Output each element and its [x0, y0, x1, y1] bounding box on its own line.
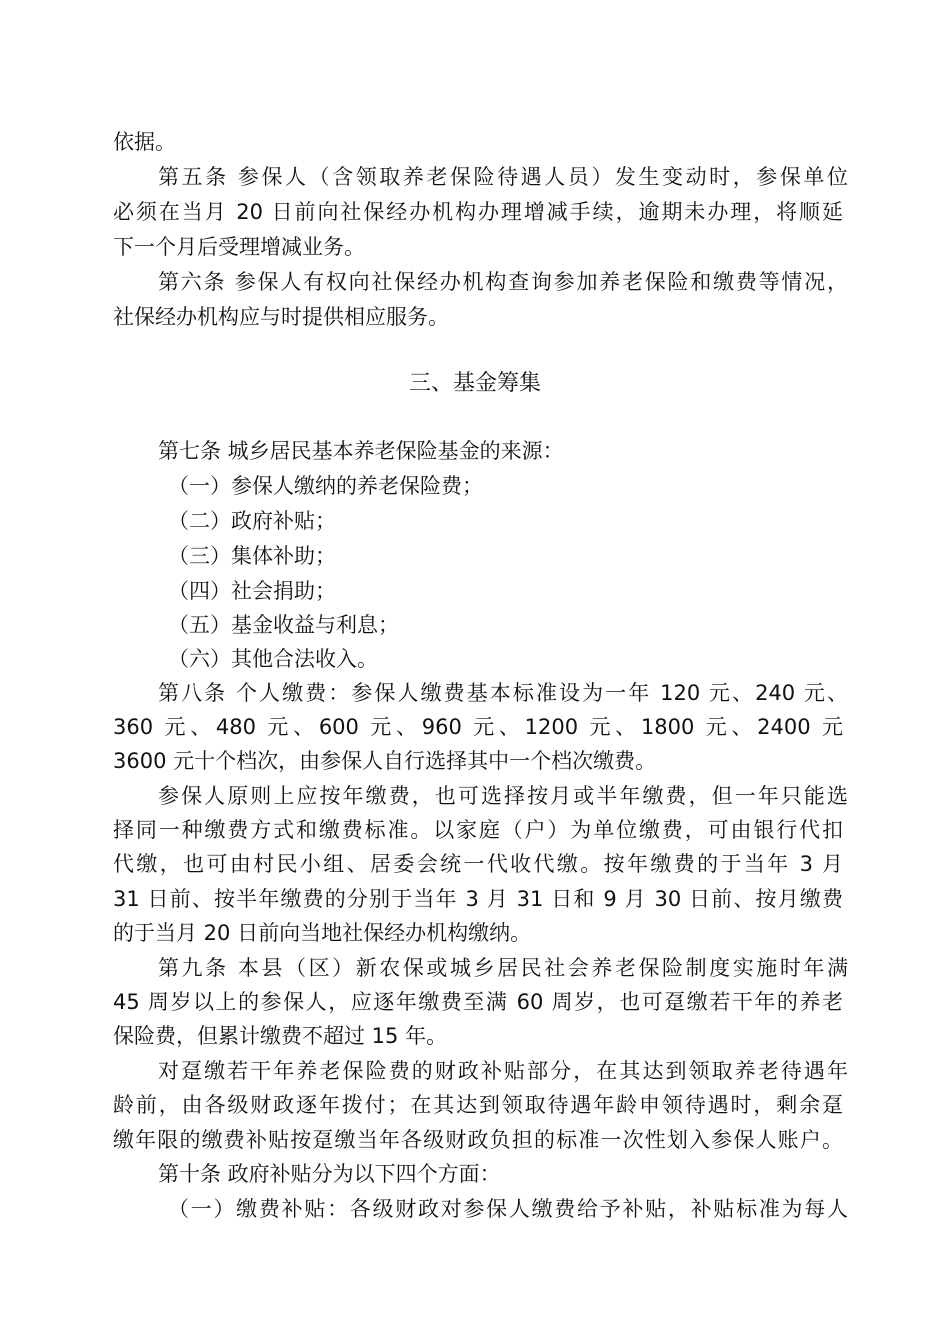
list-item: （二）政府补贴；	[168, 509, 336, 533]
article-5-line-1: 第五条 参保人（含领取养老保险待遇人员）发生变动时，参保单位	[158, 165, 848, 189]
list-item: （四）社会捐助；	[168, 579, 336, 603]
list-item: （六）其他合法收入。	[168, 647, 378, 671]
article-7-line: 第七条 城乡居民基本养老保险基金的来源：	[158, 439, 564, 463]
paragraph-line: 的于当月 20 日前向当地社保经办机构缴纳。	[113, 921, 532, 945]
list-item: （五）基金收益与利息；	[168, 613, 399, 637]
paragraph-line: 对趸缴若干年养老保险费的财政补贴部分，在其达到领取养老待遇年	[158, 1059, 848, 1083]
paragraph-line: 参保人原则上应按年缴费，也可选择按月或半年缴费，但一年只能选	[158, 784, 848, 808]
paragraph-line: 依据。	[113, 130, 176, 154]
article-9-line-1: 第九条 本县（区）新农保或城乡居民社会养老保险制度实施时年满	[158, 956, 848, 980]
article-8-line-2: 360 元、480 元、600 元、960 元、1200 元、1800 元、2400 元	[113, 715, 843, 739]
paragraph-line: 龄前，由各级财政逐年拨付；在其达到领取待遇年龄申领待遇时，剩余趸	[113, 1093, 843, 1117]
paragraph-line: 31 日前、按半年缴费的分别于当年 3 月 31 日和 9 月 30 日前、按月缴费	[113, 887, 843, 911]
paragraph-line: 缴年限的缴费补贴按趸缴当年各级财政负担的标准一次性划入参保人账户。	[113, 1128, 843, 1152]
article-8-line-1: 第八条 个人缴费：参保人缴费基本标准设为一年 120 元、240 元、	[158, 681, 848, 705]
list-item: （三）集体补助；	[168, 544, 336, 568]
article-6-line-2: 社保经办机构应与时提供相应服务。	[113, 305, 449, 329]
section-title: 三、基金筹集	[408, 371, 541, 396]
article-6-line-1: 第六条 参保人有权向社保经办机构查询参加养老保险和缴费等情况，	[158, 270, 848, 294]
article-5-line-3: 下一个月后受理增减业务。	[113, 235, 365, 259]
article-10-line: 第十条 政府补贴分为以下四个方面：	[158, 1162, 501, 1186]
list-item: （一）参保人缴纳的养老保险费；	[168, 474, 483, 498]
article-9-line-3: 保险费，但累计缴费不超过 15 年。	[113, 1024, 448, 1048]
article-9-line-2: 45 周岁以上的参保人，应逐年缴费至满 60 周岁，也可趸缴若干年的养老	[113, 990, 843, 1014]
paragraph-line: 择同一种缴费方式和缴费标准。以家庭（户）为单位缴费，可由银行代扣	[113, 818, 843, 842]
article-8-line-3: 3600 元十个档次，由参保人自行选择其中一个档次缴费。	[113, 749, 657, 773]
paragraph-line: 代缴，也可由村民小组、居委会统一代收代缴。按年缴费的于当年 3 月	[113, 852, 843, 876]
list-item: （一）缴费补贴：各级财政对参保人缴费给予补贴，补贴标准为每人	[168, 1197, 848, 1221]
article-5-line-2: 必须在当月 20 日前向社保经办机构办理增减手续，逾期未办理，将顺延	[113, 200, 843, 224]
